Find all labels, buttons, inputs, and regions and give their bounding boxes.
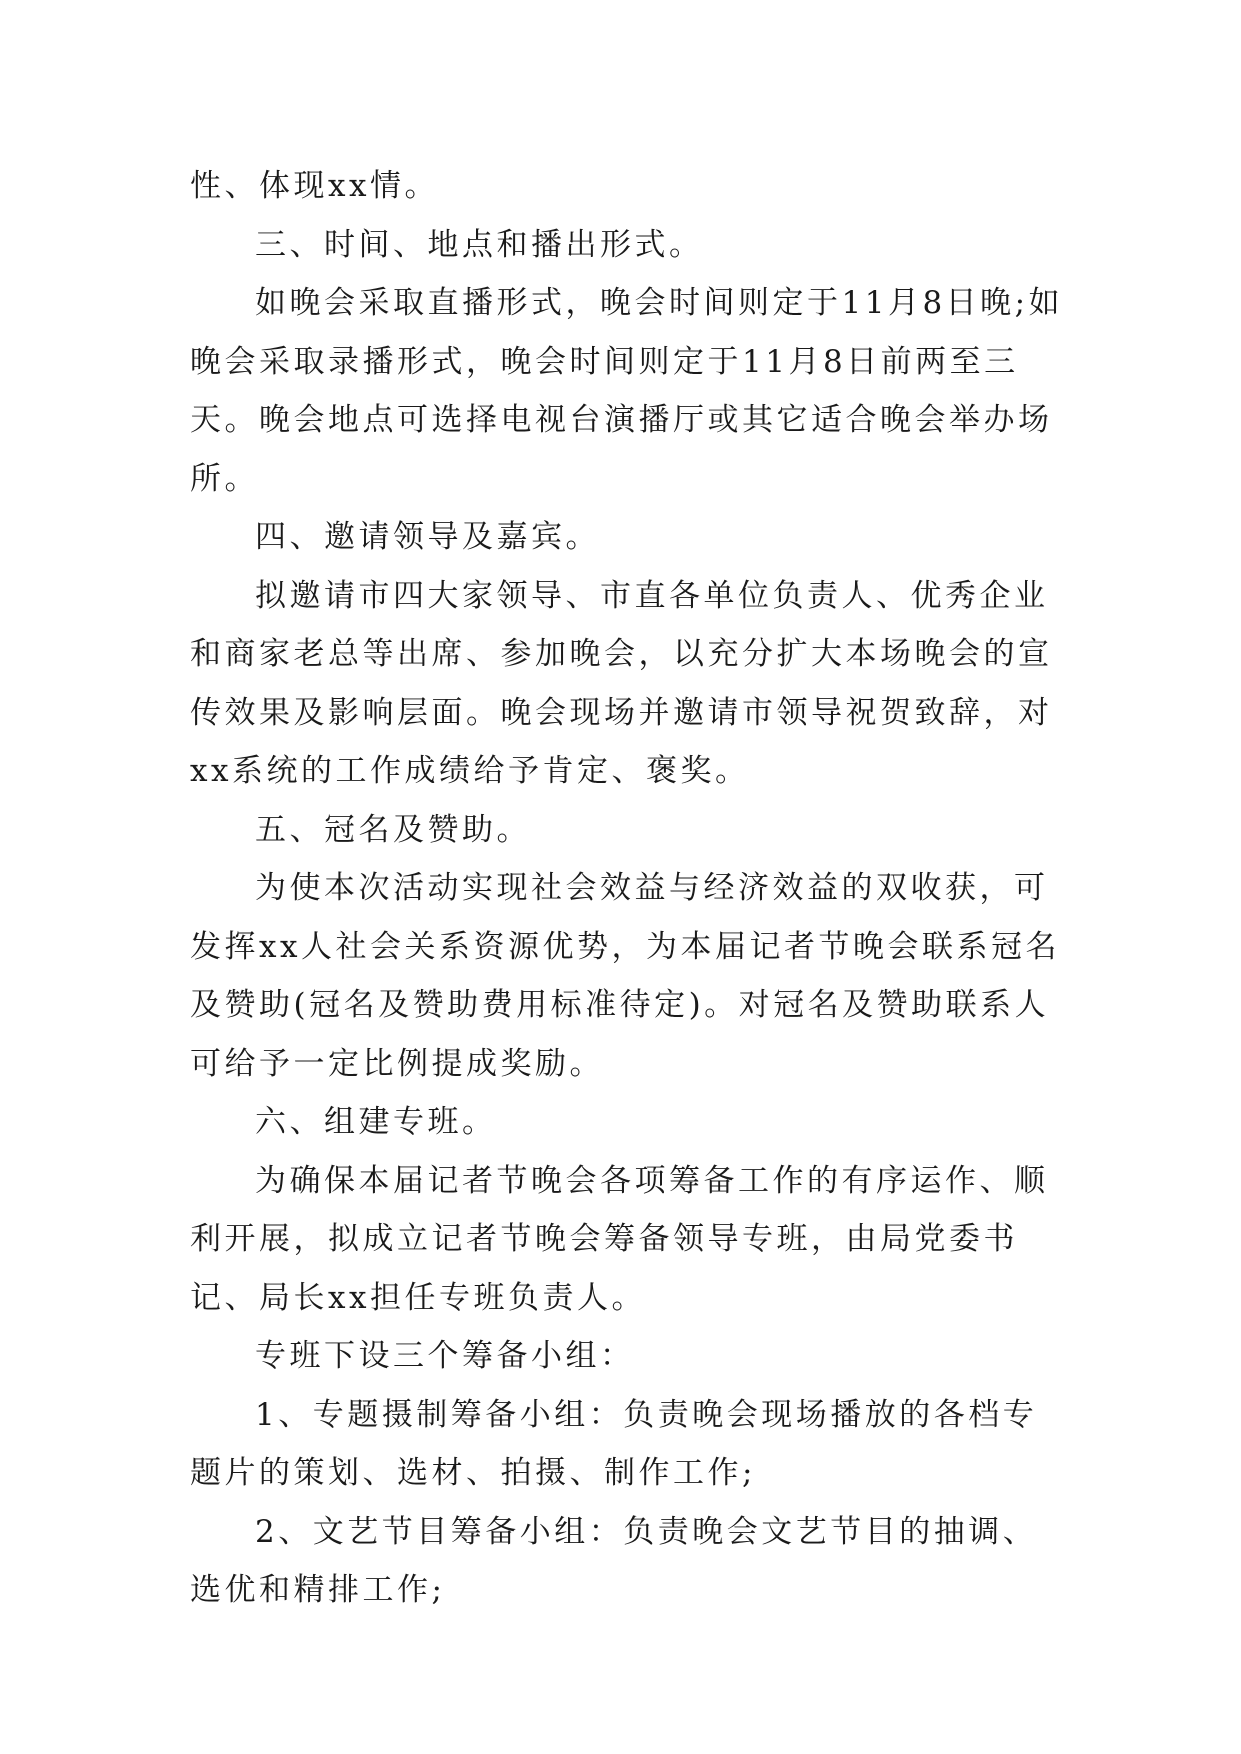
paragraph-time-place: 如晚会采取直播形式，晚会时间则定于11月8日晚;如晚会采取录播形式，晚会时间则定于11月8日前两至三天。晚会地点可选择电视台演播厅或其它适合晚会举办场所。 — [190, 285, 1064, 497]
list-item-subgroup-2: 2、文艺节目筹备小组：负责晚会文艺节目的抽调、选优和精排工作; — [190, 1513, 1038, 1608]
paragraph-continuation: 性、体现xx情。 — [190, 168, 439, 204]
paragraph-subgroups-intro: 专班下设三个筹备小组： — [255, 1338, 635, 1374]
paragraph-sponsorship: 为使本次活动实现社会效益与经济效益的双收获，可发挥xx人社会关系资源优势，为本届记者节晚会联系冠名及赞助(冠名及赞助费用标准待定)。对冠名及赞助联系人可给予一定比例提成奖励。 — [190, 870, 1060, 1082]
paragraph-invite-guests: 拟邀请市四大家领导、市直各单位负责人、优秀企业和商家老总等出席、参加晚会，以充分扩大本场晚会的宣传效果及影响层面。晚会现场并邀请市领导祝贺致辞，对xx系统的工作成绩给予肯定、褒奖。 — [190, 577, 1053, 789]
section-heading-time-place: 三、时间、地点和播出形式。 — [255, 226, 704, 263]
section-heading-sponsorship: 五、冠名及赞助。 — [255, 811, 531, 848]
section-heading-task-force: 六、组建专班。 — [255, 1104, 497, 1140]
list-item-subgroup-1: 1、专题摄制筹备小组：负责晚会现场播放的各档专题片的策划、选材、拍摄、制作工作; — [190, 1396, 1038, 1491]
document-body — [190, 157, 1066, 1620]
section-heading-invite-guests: 四、邀请领导及嘉宾。 — [255, 519, 600, 555]
paragraph-task-force: 为确保本届记者节晚会各项筹备工作的有序运作、顺利开展，拟成立记者节晚会筹备领导专班，由局党委书记、局长xx担任专班负责人。 — [190, 1162, 1049, 1316]
